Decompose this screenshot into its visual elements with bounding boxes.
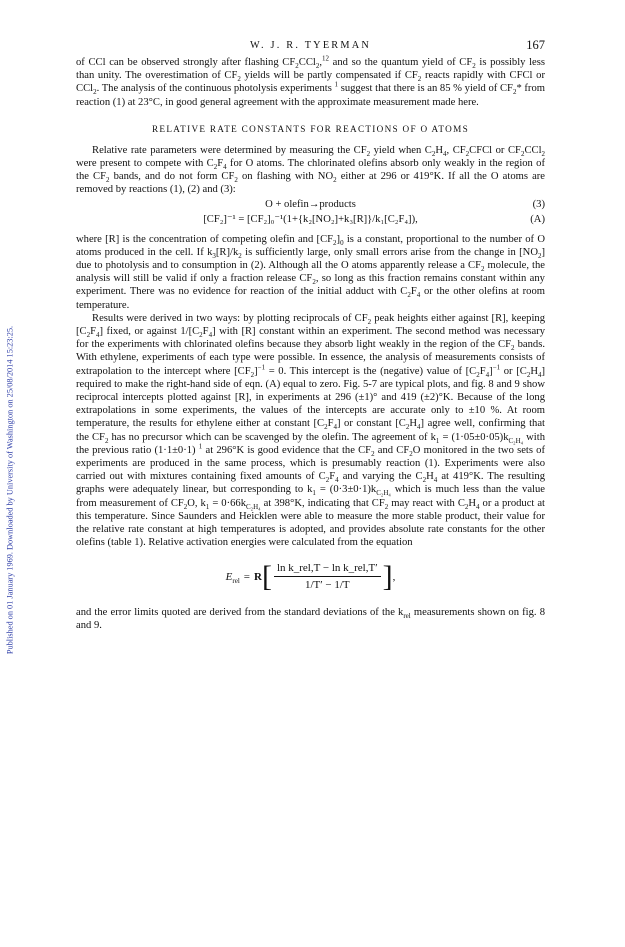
section-heading: RELATIVE RATE CONSTANTS FOR REACTIONS OF O ATOMS: [152, 123, 469, 134]
paragraph-4: Results were derived in two ways: by plotting reciprocals of $CF_2$ peak heights either against [R], keeping $[C_2F_4]$ fixed, or against $1/[C_2F_4]$ with [R] constant within an experiment. The second method was necessary for the experiments with chlorinated olefins because they absorb light weakly in the region of the $CF_2$ bands. With ethylene, experiments of each type were possible. In essence, the analysis of measurements consists of extrapolation to the intercept where $[CF_2]^{-1} = 0$. This intercept is the (negative) value of $[C_2F_4]^{-1}$ or $[C_2H_4]$ required to make the right-hand side of eqn. (A) equal to zero. Fig. 5-7 are typical plots, and fig. 8 and 9 show reciprocal intercepts plotted against [R], in experiments at 296 (±1)° and 419 (±2)°K. Because of the long extrapolations in some experiments, the values of the intercepts are accurate only to ±10 %. At room temperature, the results for ethylene either at constant $[C_2F_4]$ or constant $[C_2H_4]$ agree well, confirming that the $CF_2$ has no precursor which can be scavenged by the olefin. The agreement of $k_1 = (1\cdot 05\pm 0\cdot 05)k_{C_2H_4}$ with the previous ratio (1·1±0·1) $^1$ at 296°K is good evidence that the $CF_2$ and $CF_2O$ monitored in the two sets of experiments are produced in the same process, which is presumably reaction (1). Experiments were also carried out with mixtures containing fixed amounts of $C_2F_4$ and varying the $C_2H_4$ at 419°K. The resulting graphs were adequately linear, but corresponding to $k_1 = (0\cdot 3\pm 0\cdot 1)k_{C_2H_4}$ which is much less than the value from measurement of $CF_2O$, $k_1 = 0\cdot 66k_{C_2H_4}$ at 398°K, indicating that $CF_2$ may react with $C_2H_4$ or a product at this temperature. Since Saunders and Heicklen were able to measure the more stable product, their value for the relative rate constant at high temperatures is adopted, and provides absolute rate constants for the other olefins (table 1). Relative activation energies were calculated from the equation: [76, 312, 546, 549]
gas-constant: R: [253, 570, 262, 583]
left-bracket: [: [261, 559, 272, 593]
fraction-numerator: ln k_rel,T − ln k_rel,T′: [274, 562, 381, 577]
right-bracket: ]: [382, 559, 393, 593]
equation-3: O + olefin→products (3): [265, 198, 545, 210]
paragraph-3: where [R] is the concentration of competing olefin and $[CF_2]_0$ is a constant, proportional to the number of O atoms produced in the cell. If $k_3[R]/k_2$ is sufficiently large, only small errors arise from the change in $[NO_2]$ due to photolysis and to consumption in (2). Although all the O atoms apparently release a $CF_2$ molecule, the analysis will still be valid if only a fraction release $CF_2$, so long as this fraction remains constant within any experiment. There was no evidence for reaction of the initial adduct with $C_2F_4$ or the other olefins at room temperature.: [76, 233, 546, 311]
download-watermark: Published on 01 January 1969. Downloaded by University of Washington on 25/08/2014 15:23:25.: [5, 325, 15, 655]
running-header: [76, 38, 545, 56]
fraction-denominator: 1/T′ − 1/T: [304, 579, 350, 591]
running-author: W. J. R. TYERMAN: [249, 40, 372, 51]
journal-page: [76, 38, 545, 632]
activation-energy-equation: $E_{rel}$ = R [ $\frac{\text{ln k\_rel,T − ln k\_rel,T′}}{1/T' - 1/T}$ ] ,: [225, 559, 396, 593]
page-number: 167: [526, 38, 545, 52]
erel-lhs: $E_{rel}$: [225, 570, 240, 585]
paragraph-2: Relative rate parameters were determined by measuring the $CF_2$ yield when $C_2H_4$, $CF_2CFCl$ or $CF_2CCl_2$ were present to compete with $C_2F_4$ for O atoms. The chlorinated olefins absorb only weakly in the region of the $CF_2$ bands, and do not form $CF_2$ on flashing with $NO_2$ either at 296 or 419°K. If all the O atoms are removed by reactions (1), (2) and (3):: [76, 144, 546, 196]
fraction: [274, 562, 381, 591]
paragraph-5: and the error limits quoted are derived from the standard deviations of the $k_{rel}$ measurements shown on fig. 8 and 9.: [76, 606, 546, 631]
equation-A: [CF₂]⁻¹ = [CF₂]₀⁻¹(1+{k₂[NO₂]+k₃[R]}/k₁[C₂F₄]), (A): [203, 213, 545, 225]
paragraph-1: of CCl can be observed strongly after flashing $CF_2CCl_2,^{12}$ and so the quantum yield of $CF_2$ is possibly less than unity. The overestimation of $CF_2$ yields will be partly compensated if $CF_2$ reacts rapidly with CFCl or CCl$_2$. The analysis of the continuous photolysis experiments $^1$ suggest that there is an 85 % yield of $CF_2*$ from reaction (1) at 23°C, in good general agreement with the approximate measurement made here.: [76, 54, 545, 108]
